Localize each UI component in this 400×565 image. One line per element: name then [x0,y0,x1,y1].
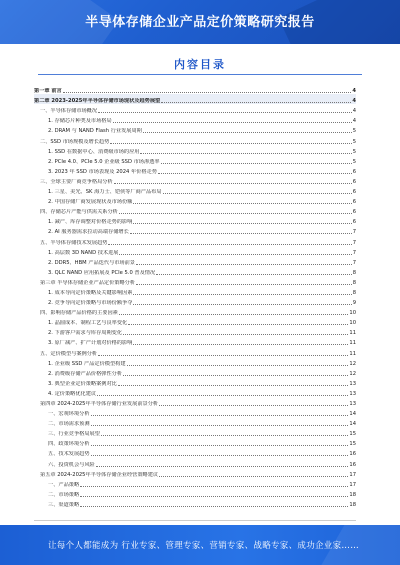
toc-leader-dots [133,203,351,204]
toc-entry-page: 7 [352,259,356,266]
toc-entry-label: 2. 中国存储厂商发展现状及市场份额 [48,199,133,206]
toc-entry-label: 三、渠道策略 [48,501,80,508]
toc-entry-page: 12 [349,360,356,367]
toc-entry-page: 4 [352,88,356,95]
report-footer [0,525,400,565]
toc-entry[interactable] [34,316,356,326]
toc-entry[interactable] [34,457,356,467]
toc-leader-dots [118,385,349,386]
toc-leader-dots [159,476,348,477]
toc-entry-label: 2. DRAM 与 NAND Flash 行业发展周期 [48,128,142,135]
toc-entry-page: 4 [352,108,356,115]
toc-entry-label: 第三章 半导体存储企业产品定价策略分析 [40,279,136,286]
toc-entry-page: 8 [352,289,356,296]
toc-leader-dots [91,455,349,456]
toc-entry-label: 1. SSD 在数据中心、消费级市场的应用 [48,148,140,155]
toc-entry-label: 2. PCIe 4.0、PCIe 5.0 企业级 SSD 市场渗透率 [48,158,160,165]
toc-entry-page: 7 [352,239,356,246]
toc-entry[interactable] [34,276,356,286]
toc-entry-page: 6 [352,178,356,185]
toc-entry-page: 5 [352,138,356,145]
toc-entry-label: 二、市场需求预测 [48,421,90,428]
footer-slogan: 让每个人都能成为 行业专家、管理专家、营销专家、战略专家、成功企业家…… [48,541,360,551]
toc-entry-page: 10 [349,310,356,317]
toc-entry-label: 一、宏观环境分析 [48,411,90,418]
toc-entry[interactable] [34,195,356,205]
toc-entry-label: 第一章 前言 [34,88,62,95]
toc-entry-page: 6 [352,209,356,216]
toc-leader-dots [119,254,351,255]
toc-entry-page: 6 [352,199,356,206]
toc-entry-page: 11 [349,330,356,337]
toc-entry-page: 17 [349,471,356,478]
toc-leader-dots [130,233,352,234]
toc-entry-page: 15 [349,441,356,448]
toc-leader-dots [143,132,352,133]
toc-leader-dots [80,506,348,507]
toc-title: 内容目录 [174,58,226,71]
toc-leader-dots [123,334,348,335]
toc-entry-label: 1. 成本导向定价策略及关键影响因素 [48,289,133,296]
toc-entry[interactable] [34,468,356,478]
table-of-contents [34,84,356,508]
toc-entry[interactable] [34,306,356,316]
toc-entry-label: 1. 高层数 3D NAND 技术进展 [48,249,119,256]
toc-entry-page: 12 [349,370,356,377]
toc-entry-label: 3. 原厂减产、扩产计划对价格的影响 [48,340,133,347]
toc-entry-label: 1. 晶圆成本、制程工艺与良率变化 [48,320,128,327]
toc-leader-dots [101,435,349,436]
toc-entry[interactable] [34,266,356,276]
toc-leader-dots [161,163,352,164]
toc-entry-page: 6 [352,168,356,175]
toc-entry[interactable] [34,367,356,377]
toc-entry-page: 11 [349,340,356,347]
toc-entry-page: 14 [349,411,356,418]
toc-leader-dots [91,415,349,416]
toc-entry[interactable] [34,246,356,256]
toc-entry-page: 10 [349,320,356,327]
toc-entry-label: 3. 典型企业定价策略案例对比 [48,380,117,387]
toc-entry[interactable] [34,104,356,114]
toc-entry[interactable] [34,478,356,488]
toc-entry-label: 2. 下游客户需求与库存周期变化 [48,330,123,337]
toc-entry[interactable] [34,286,356,296]
toc-entry-label: 2. 消费级存储产品价格弹性分析 [48,370,123,377]
toc-entry[interactable] [34,225,356,235]
report-title: 半导体存储企业产品定价策略研究报告 [85,15,315,30]
toc-leader-dots [140,153,351,154]
toc-leader-dots [123,375,348,376]
toc-entry-page: 11 [349,350,356,357]
toc-entry[interactable] [34,417,356,427]
toc-leader-dots [159,405,348,406]
toc-entry-label: 1. 减产、库存调整对价格走势的影响 [48,219,133,226]
toc-leader-dots [110,143,351,144]
toc-entry-page: 13 [349,401,356,407]
toc-entry[interactable] [34,377,356,387]
toc-entry-label: 五、定价模型与案例分析 [40,350,98,357]
toc-entry-page: 7 [352,249,356,256]
report-header [0,0,400,44]
toc-entry[interactable] [34,397,356,407]
toc-entry-page: 8 [352,279,356,286]
toc-leader-dots [161,102,351,103]
toc-entry[interactable] [34,185,356,195]
toc-entry[interactable] [34,155,356,165]
toc-entry-label: 二、市场策略 [48,491,80,498]
toc-leader-dots [133,223,351,224]
toc-entry[interactable] [34,205,356,215]
toc-entry-page: 5 [352,158,356,165]
toc-entry[interactable] [34,427,356,437]
toc-leader-dots [108,244,351,245]
toc-entry-page: 4 [352,98,356,105]
toc-entry[interactable] [34,488,356,498]
toc-entry[interactable] [34,235,356,245]
toc-leader-dots [113,122,352,123]
toc-entry-label: 六、投资机会与风险 [48,461,95,468]
page-divider [34,520,356,521]
toc-leader-dots [163,193,352,194]
toc-leader-dots [128,324,348,325]
toc-entry[interactable] [34,175,356,185]
toc-entry[interactable] [34,296,356,306]
toc-entry[interactable] [34,326,356,336]
toc-leader-dots [136,264,352,265]
toc-leader-dots [91,445,349,446]
toc-entry[interactable] [34,407,356,417]
toc-entry-page: 5 [352,128,356,135]
toc-entry-label: 四、政策环境分析 [48,441,90,448]
toc-entry-label: 二、SSD 市场规模及增长趋势 [40,138,110,145]
toc-leader-dots [97,395,348,396]
toc-leader-dots [96,466,349,467]
toc-leader-dots [158,173,352,174]
toc-entry-label: 五、技术发展趋势 [48,451,90,458]
toc-leader-dots [133,294,351,295]
toc-leader-dots [80,486,348,487]
toc-entry-label: 第五章 2024-2025年半导体存储企业经营策略建议 [40,471,159,478]
toc-leader-dots [63,92,352,93]
toc-leader-dots [133,304,351,305]
toc-entry-label: 一、产品策略 [48,481,80,488]
toc-entry-label: 三、全球主要厂商竞争格局分析 [40,178,113,185]
toc-entry-page: 7 [352,229,356,236]
toc-entry-label: 2. 竞争导向定价策略与市场份额争夺 [48,300,133,307]
toc-entry[interactable] [34,124,356,134]
toc-entry[interactable] [34,215,356,225]
toc-entry-page: 4 [352,118,356,125]
toc-entry-page: 16 [349,461,356,468]
toc-entry-label: 第四章 2024-2025年半导体存储行业发展前景分析 [40,401,159,407]
toc-entry[interactable] [34,256,356,266]
toc-leader-dots [98,112,352,113]
toc-leader-dots [133,344,348,345]
toc-entry-page: 15 [349,431,356,438]
toc-divider [38,74,362,75]
toc-entry-label: 3. QLC NAND 应用拓展及 PCIe 5.0 普及情况 [48,269,156,276]
toc-entry-label: 四、存储芯片产能与供需关系分析 [40,209,118,216]
toc-entry-label: 3. 2023 年 SSD 市场表现及 2024 年价格走势 [48,168,157,175]
toc-leader-dots [114,183,352,184]
toc-entry[interactable] [34,387,356,397]
toc-entry-label: 1. 存储芯片种类及市场格局 [48,118,112,125]
toc-entry-page: 13 [349,390,356,397]
toc-entry-page: 13 [349,380,356,387]
toc-entry[interactable] [34,447,356,457]
toc-leader-dots [119,314,349,315]
toc-entry-page: 17 [349,481,356,488]
toc-entry-page: 6 [352,189,356,196]
toc-leader-dots [98,355,348,356]
toc-entry-page: 16 [349,451,356,458]
toc-entry-label: 4. 定价策略优化建议 [48,390,97,397]
toc-entry-page: 6 [352,219,356,226]
toc-entry-label: 一、半导体存储市场概况 [40,108,98,115]
toc-leader-dots [156,274,352,275]
toc-entry[interactable] [34,114,356,124]
toc-entry-label: 三、行业竞争格局展望 [48,431,100,438]
toc-entry-label: 四、影响存储产品价格的主要因素 [40,310,118,317]
toc-entry-page: 14 [349,421,356,428]
toc-entry[interactable] [34,94,356,104]
toc-entry[interactable] [34,437,356,447]
toc-entry-label: 第二章 2023-2025年半导体存储市场现状及趋势展望 [34,98,161,105]
toc-entry-page: 5 [352,148,356,155]
toc-entry-label: 1. 企业级 SSD 产品定价模型构建 [48,360,126,367]
toc-entry[interactable] [34,84,356,94]
toc-leader-dots [80,496,348,497]
toc-entry[interactable] [34,336,356,346]
toc-leader-dots [136,284,352,285]
toc-entry-page: 18 [349,501,356,508]
toc-entry-page: 9 [352,300,356,307]
toc-leader-dots [91,425,349,426]
toc-entry[interactable] [34,165,356,175]
toc-entry[interactable] [34,498,356,508]
toc-entry-page: 8 [352,269,356,276]
toc-entry-label: 2. AI 服务器需求拉动高端存储增长 [48,229,129,236]
toc-leader-dots [127,365,349,366]
toc-entry-label: 1. 三星、美光、SK 海力士、铠侠等厂商产品布局 [48,189,162,196]
toc-entry[interactable] [34,346,356,356]
toc-entry[interactable] [34,357,356,367]
toc-entry-label: 2. DDR5、HBM 产品迭代与市场前景 [48,259,135,266]
toc-entry[interactable] [34,145,356,155]
toc-entry[interactable] [34,134,356,144]
toc-entry-label: 五、半导体存储技术发展趋势 [40,239,108,246]
toc-leader-dots [119,213,352,214]
toc-entry-page: 18 [349,491,356,498]
